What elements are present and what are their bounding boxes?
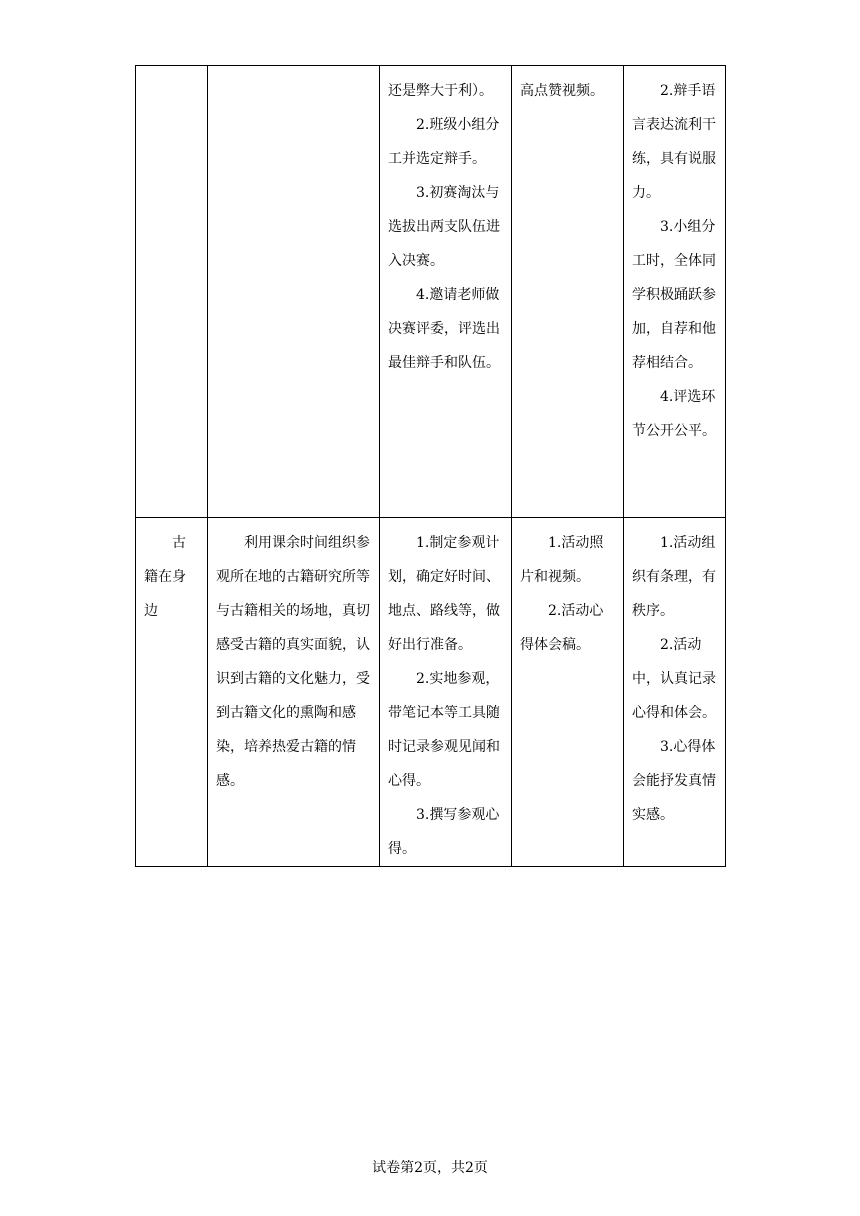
result-text: 高点赞视频。 (520, 83, 604, 99)
step-text: 2.实地参观，带笔记本等工具随时记录参观见闻和心得。 (388, 671, 500, 789)
activity-goal: 利用课余时间组织参观所在地的古籍研究所等与古籍相关的场地，真切感受古籍的真实面貌，认识到古籍的文化魅力，受到古籍文化的熏陶和感染，培养热爱古籍的情感。 (216, 535, 370, 789)
evaluation-cell (624, 66, 726, 518)
activity-results-cell (512, 518, 624, 867)
step-text: 3.撰写参观心得。 (388, 807, 500, 857)
activity-steps-cell (380, 518, 512, 867)
evaluation-text: 2.活动中，认真记录心得和体会。 (632, 637, 716, 721)
page-footer: 试卷第2页，共2页 (372, 1160, 488, 1176)
activity-steps-cell (380, 66, 512, 518)
activity-name-cell (136, 518, 208, 867)
activity-goal-cell (208, 66, 380, 518)
result-text: 2.活动心得体会稿。 (520, 603, 604, 653)
activity-results-cell (512, 66, 624, 518)
table-row (136, 66, 726, 518)
evaluation-cell (624, 518, 726, 867)
step-text: 3.初赛淘汰与选拔出两支队伍进入决赛。 (388, 185, 500, 269)
step-text: 4.邀请老师做决赛评委，评选出最佳辩手和队伍。 (388, 287, 500, 371)
activity-table (135, 65, 726, 867)
activity-name: 古籍在身边 (144, 535, 186, 619)
activity-name-cell (136, 66, 208, 518)
step-text: 还是弊大于利）。 (388, 83, 493, 99)
evaluation-text: 1.活动组织有条理，有秩序。 (632, 535, 716, 619)
result-text: 1.活动照片和视频。 (520, 535, 604, 585)
evaluation-text: 3.小组分工时，全体同学积极踊跃参加，自荐和他荐相结合。 (632, 219, 716, 371)
step-text: 1.制定参观计划，确定好时间、地点、路线等，做好出行准备。 (388, 535, 500, 653)
evaluation-text: 2.辩手语言表达流利干练，具有说服力。 (632, 83, 716, 201)
evaluation-text: 3.心得体会能抒发真情实感。 (632, 739, 716, 823)
step-text: 2.班级小组分工并选定辩手。 (388, 117, 500, 167)
activity-goal-cell (208, 518, 380, 867)
evaluation-text: 4.评选环节公开公平。 (632, 389, 716, 439)
table-row (136, 518, 726, 867)
